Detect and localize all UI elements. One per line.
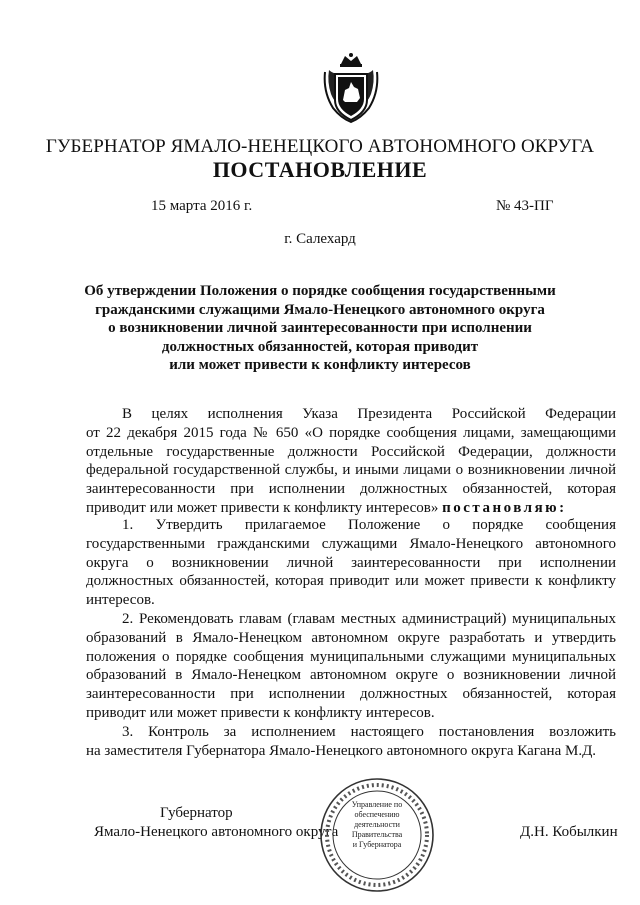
preamble-line: заинтересованности при исполнении должностных обязанностей, которая	[86, 481, 616, 498]
item-line: государственными гражданскими служащими Ямало-Ненецкого автономного	[86, 535, 616, 552]
signatory-title: Губернатор	[160, 805, 233, 821]
preamble-line: отдельные государственные должности Российской Федерации, должности	[86, 443, 616, 460]
item-line: 3. Контроль за исполнением настоящего постановления возложить	[122, 723, 616, 740]
item-line: положения о порядке сообщения муниципальными служащими муниципальных	[86, 648, 616, 665]
seal-text	[345, 800, 409, 850]
preamble-last-text: приводит или может привести к конфликту интересов»	[86, 499, 439, 516]
subject-line: или может привести к конфликту интересов	[169, 357, 471, 373]
item-line: округа о возникновении личной заинтересованности при исполнении	[86, 554, 616, 571]
item-line: образований в Ямало-Ненецком автономном округе о возникновении личной	[86, 667, 616, 684]
signatory-name: Д.Н. Кобылкин	[520, 824, 618, 840]
item-line: образований в Ямало-Ненецком автономном округе разработать и утвердить	[86, 629, 616, 646]
item-line: должностных обязанностей, которая приводит или может привести к конфликту	[86, 573, 616, 590]
subject-line: Об утверждении Положения о порядке сообщения государственными	[84, 283, 556, 299]
subject-line: гражданскими служащими Ямало-Ненецкого автономного округа	[95, 301, 545, 318]
seal-line: обеспечению	[354, 810, 400, 819]
preamble-paragraph	[86, 405, 616, 518]
document-subject	[80, 282, 560, 375]
seal-line: Управление по	[351, 800, 403, 809]
subject-line: должностных обязанностей, которая приводит	[161, 338, 479, 355]
preamble-last-line	[86, 499, 616, 518]
decree-items	[86, 516, 616, 760]
authority-title: ГУБЕРНАТОР ЯМАЛО-НЕНЕЦКОГО АВТОНОМНОГО ОКРУГА	[45, 136, 595, 157]
seal-line: Правительства	[351, 830, 403, 839]
item-last-line: интересов.	[86, 592, 155, 609]
preamble-line: В целях исполнения Указа Президента Российской Федерации	[122, 406, 616, 422]
coat-of-arms-icon	[323, 52, 379, 130]
subject-line: о возникновении личной заинтересованности при исполнении	[108, 320, 532, 336]
document-city: г. Салехард	[284, 231, 356, 247]
signatory-region: Ямало-Ненецкого автономного округа	[94, 824, 339, 840]
seal-line: и Губернатора	[352, 840, 402, 849]
preamble-line: федеральной государственной службы, и иными лицами о возникновении личной	[86, 462, 616, 479]
document-date: 15 марта 2016 г.	[151, 198, 253, 214]
seal-line: деятельности	[354, 820, 400, 829]
item-last-line: на заместителя Губернатора Ямало-Ненецкого автономного округа Кагана М.Д.	[86, 742, 597, 759]
item-line: 1. Утвердить прилагаемое Положение о порядке сообщения	[122, 517, 616, 533]
item-line: 2. Рекомендовать главам (главам местных администраций) муниципальных	[122, 610, 616, 627]
item-last-line: приводит или может привести к конфликту интересов.	[86, 704, 435, 721]
preamble-line: от 22 декабря 2015 года № 650 «О порядке сообщения лицами, замещающими	[86, 424, 616, 441]
decree-word: постановляю:	[442, 499, 567, 516]
document-type: ПОСТАНОВЛЕНИЕ	[212, 157, 428, 182]
document-number: № 43-ПГ	[496, 198, 554, 214]
item-line: заинтересованности при исполнении должностных обязанностей, которая	[86, 686, 616, 703]
